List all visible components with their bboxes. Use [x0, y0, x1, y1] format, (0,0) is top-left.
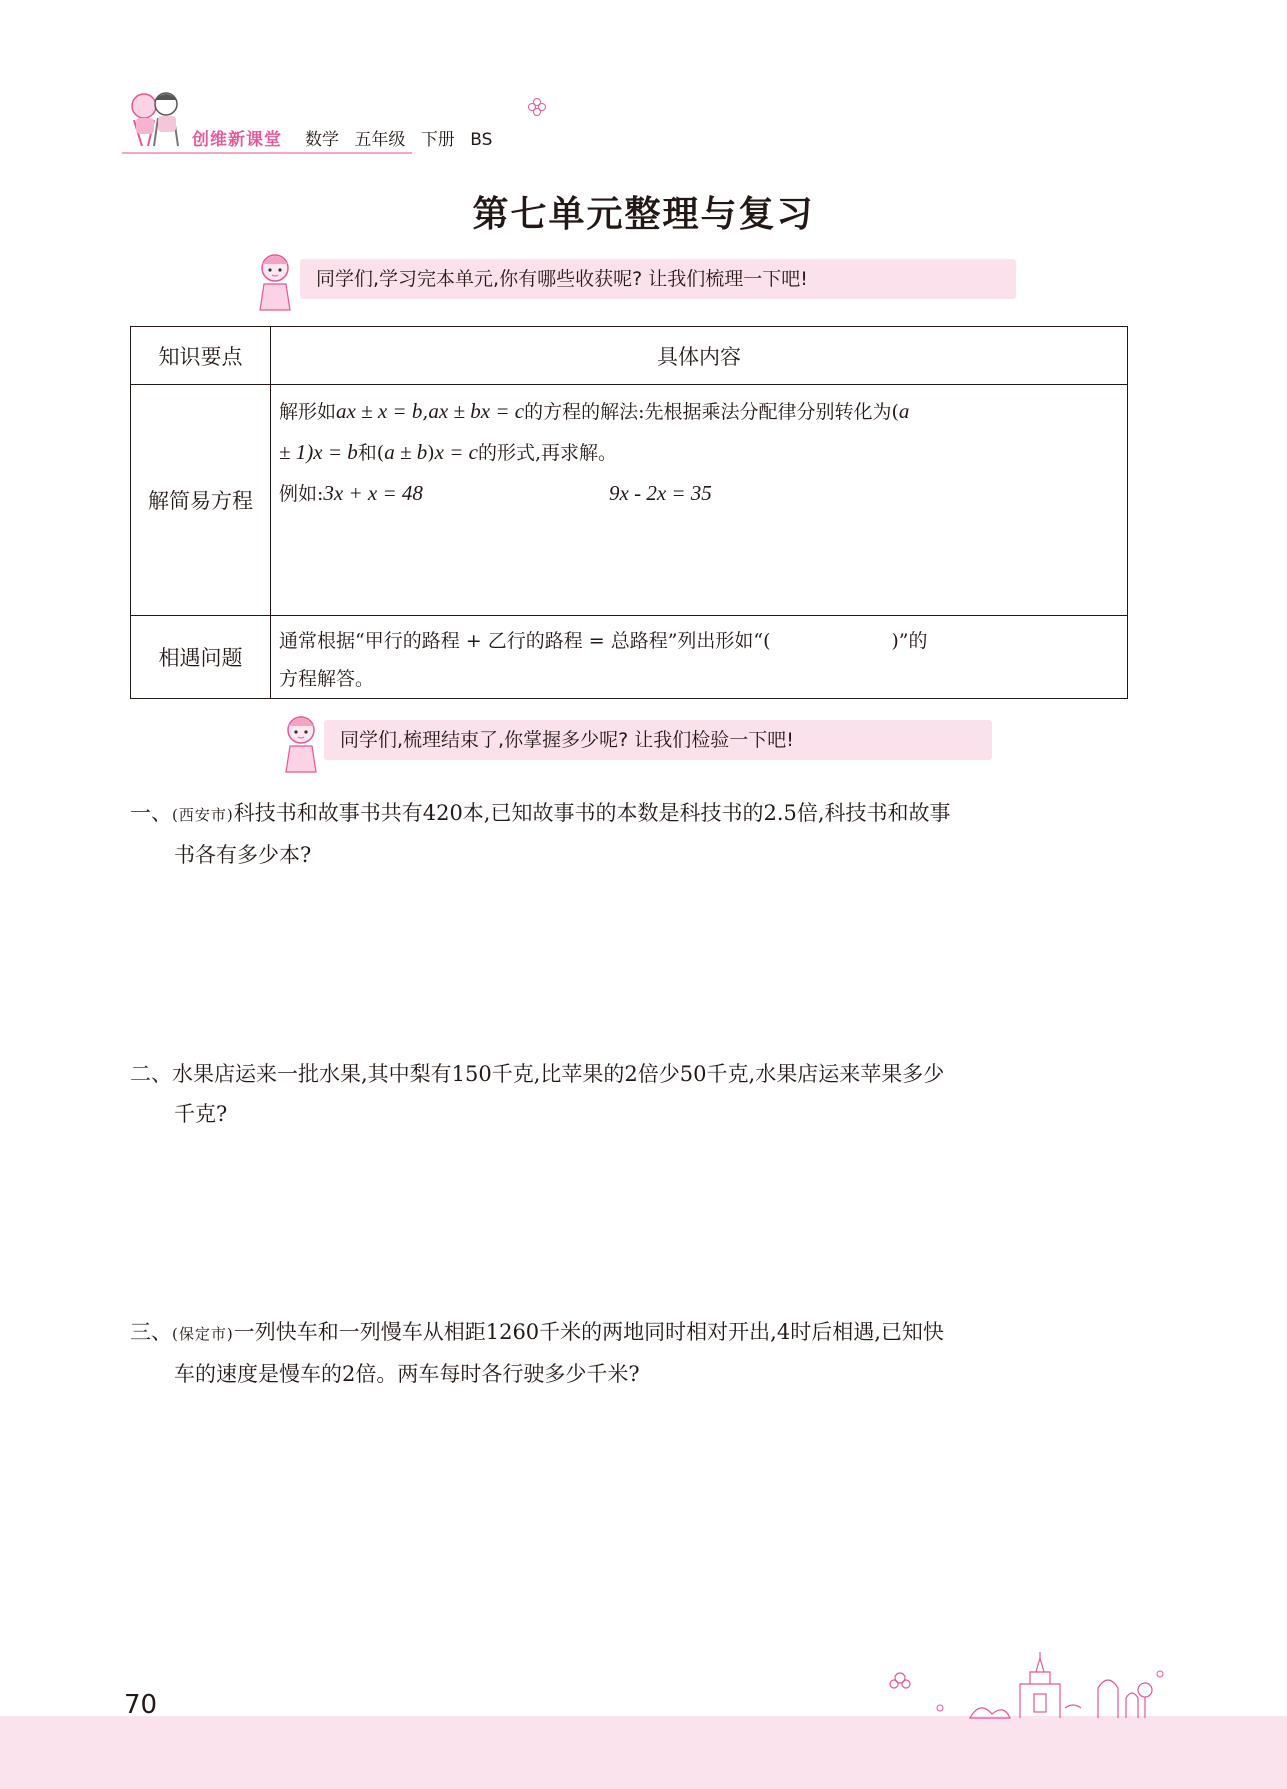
- row-key-equation: 解简易方程: [131, 385, 271, 616]
- intro-banner: 同学们,学习完本单元,你有哪些收获呢? 让我们梳理一下吧!: [300, 259, 1016, 299]
- example-label: 例如:: [279, 483, 324, 505]
- question-text-line2: 书各有多少本?: [174, 843, 312, 867]
- page-title: 第七单元整理与复习: [472, 194, 815, 235]
- table-row: [131, 385, 1128, 616]
- question-text-line1: 科技书和故事书共有420本,已知故事书的本数是科技书的2.5倍,科技书和故事: [233, 801, 951, 825]
- question-number: 三、: [130, 1320, 172, 1344]
- question-text-line2: 千克?: [174, 1102, 228, 1126]
- footer-band: [0, 1716, 1287, 1789]
- question-text-line1: 一列快车和一列慢车从相距1260千米的两地同时相对开出,4时后相遇,已知快: [233, 1320, 944, 1344]
- volume: 下册: [420, 130, 455, 150]
- table-header-key: 知识要点: [131, 327, 271, 385]
- question-3: [130, 1312, 1130, 1394]
- question-text-line1: 水果店运来一批水果,其中梨有150千克,比苹果的2倍少50千克,水果店运来苹果多少: [172, 1062, 945, 1086]
- row-content-equation: [271, 385, 1128, 616]
- subject: 数学: [305, 130, 339, 150]
- equation-examples: [279, 473, 1119, 513]
- flower-icon: [528, 98, 546, 116]
- meeting-rule-line1: 通常根据“甲行的路程 + 乙行的路程 = 总路程”列出形如“( )”的: [279, 630, 928, 652]
- page-number: 70: [124, 1690, 158, 1720]
- knowledge-table: [130, 326, 1128, 699]
- meeting-rule-line2: 方程解答。: [279, 668, 375, 690]
- question-source: (保定市): [172, 1325, 234, 1343]
- girl-mascot-icon: [250, 250, 300, 314]
- check-banner: 同学们,梳理结束了,你掌握多少呢? 让我们检验一下吧!: [324, 720, 992, 760]
- question-2: [130, 1054, 1130, 1134]
- castle-scene-icon: [870, 1648, 1170, 1726]
- equation-rule-line1: 解形如ax ± x = b,ax ± bx = c的方程的解法:先根据乘法分配律分别转化为(a: [279, 399, 910, 423]
- table-row: [131, 616, 1128, 699]
- example-equation-1: 3x + x = 48: [323, 481, 423, 505]
- girl-mascot-icon: [276, 712, 326, 776]
- row-key-meeting: 相遇问题: [131, 616, 271, 699]
- question-1: [130, 793, 1130, 875]
- question-number: 二、: [130, 1062, 172, 1086]
- header-divider: [122, 152, 412, 154]
- question-text-line2: 车的速度是慢车的2倍。两车每时各行驶多少千米?: [174, 1362, 640, 1386]
- example-equation-2: 9x - 2x = 35: [609, 481, 712, 505]
- table-header-row: [131, 327, 1128, 385]
- course-info: [305, 125, 502, 150]
- row-content-meeting: [271, 616, 1128, 699]
- kids-illustration-icon: [122, 84, 192, 154]
- edition: BS: [470, 130, 493, 150]
- question-number: 一、: [130, 801, 172, 825]
- brand-name: 创维新课堂: [192, 130, 282, 150]
- equation-rule-line2: ± 1)x = b和(a ± b)x = c的形式,再求解。: [279, 440, 618, 464]
- question-source: (西安市): [172, 806, 234, 824]
- grade: 五年级: [354, 130, 406, 150]
- table-header-content: 具体内容: [271, 327, 1128, 385]
